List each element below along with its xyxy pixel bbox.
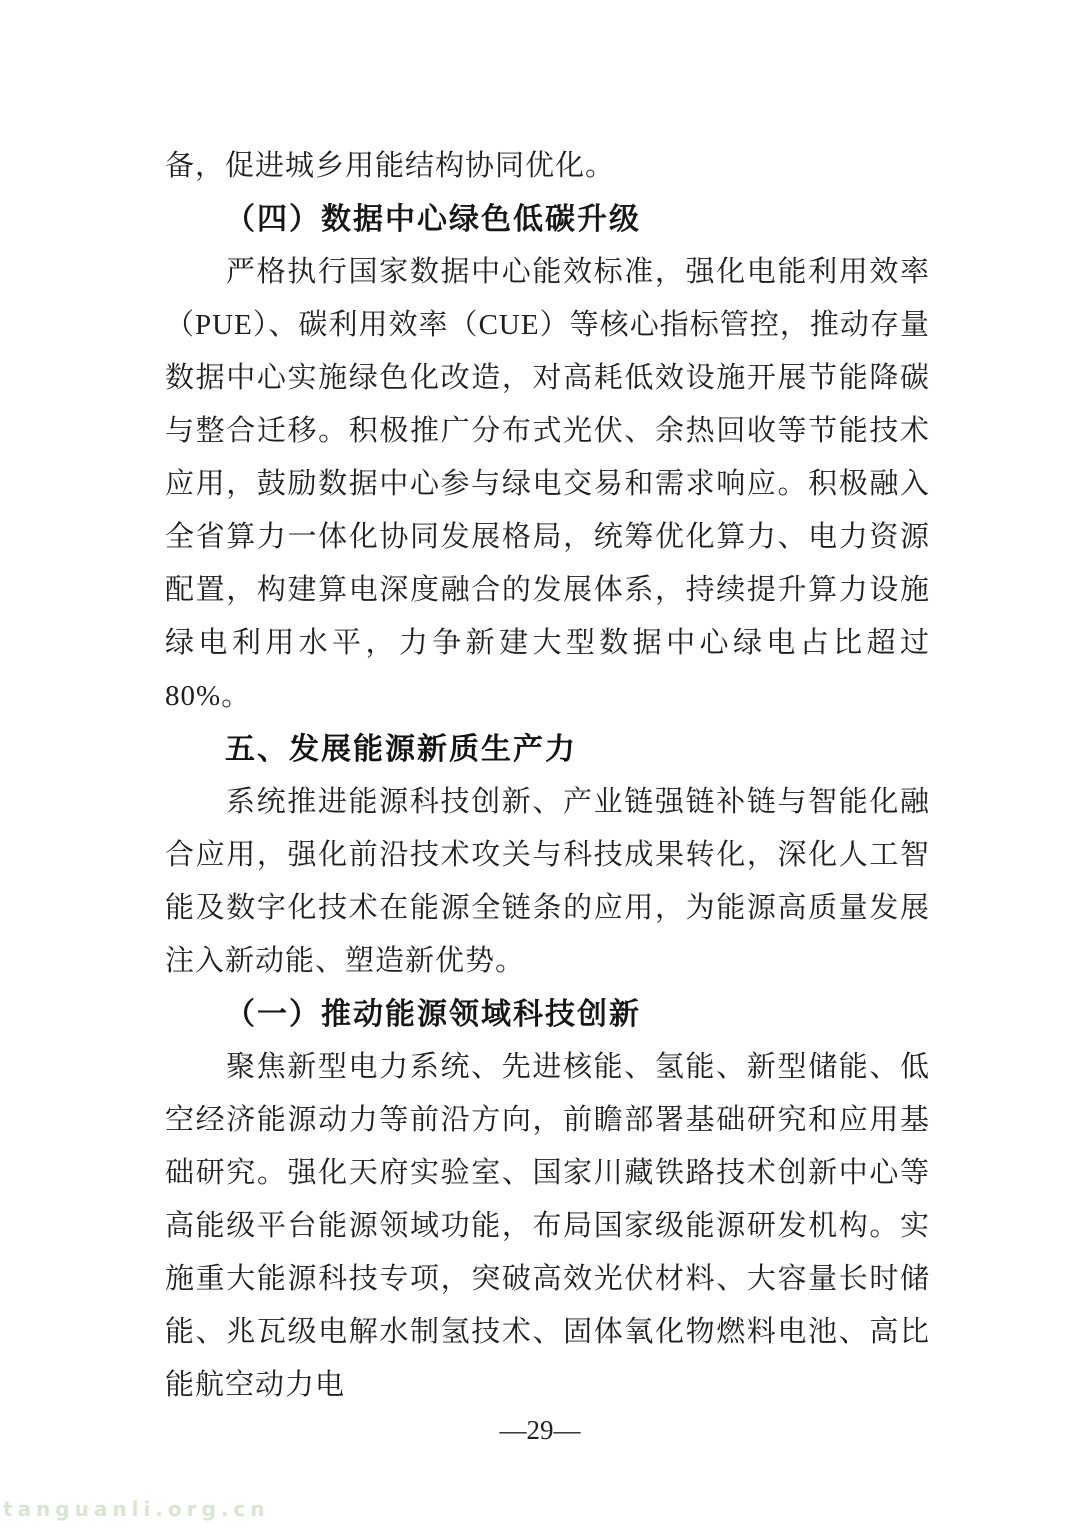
paragraph-data-center: 严格执行国家数据中心能效标准，强化电能利用效率（PUE）、碳利用效率（CUE）等核心指标管控，推动存量数据中心实施绿色化改造，对高耗低效设施开展节能降碳与整合迁移。积极推广分布式光伏、余热回收等节能技术应用，鼓励数据中心参与绿电交易和需求响应。积极融入全省算力一体化协同发展格局，统筹优化算力、电力资源配置，构建算电深度融合的发展体系，持续提升算力设施绿电利用水平，力争新建大型数据中心绿电占比超过80%。 bbox=[165, 256, 930, 712]
paragraph-tech-innovation: 聚焦新型电力系统、先进核能、氢能、新型储能、低空经济能源动力等前沿方向，前瞻部署基础研究和应用基础研究。强化天府实验室、国家川藏铁路技术创新中心等高能级平台能源领域功能，布局国家级能源研发机构。实施重大能源科技专项，突破高效光伏材料、大容量长时储能、兆瓦级电解水制氢技术、固体氧化物燃料电池、高比能航空动力电 bbox=[165, 1051, 930, 1401]
section-heading-4: （四）数据中心绿色低碳升级 bbox=[225, 203, 641, 236]
paragraph-new-productivity: 系统推进能源科技创新、产业链强链补链与智能化融合应用，强化前沿技术攻关与科技成果转化，深化人工智能及数字化技术在能源全链条的应用，为能源高质量发展注入新动能、塑造新优势。 bbox=[165, 786, 930, 977]
chapter-heading-5: 五、发展能源新质生产力 bbox=[225, 733, 577, 766]
document-body bbox=[165, 140, 930, 1412]
section-heading-1: （一）推动能源领域科技创新 bbox=[225, 998, 641, 1031]
paragraph-continuation: 备，促进城乡用能结构协同优化。 bbox=[165, 150, 616, 182]
page-number: —29— bbox=[499, 1415, 581, 1445]
watermark-text: tanguanli.org.cn bbox=[3, 1497, 270, 1521]
